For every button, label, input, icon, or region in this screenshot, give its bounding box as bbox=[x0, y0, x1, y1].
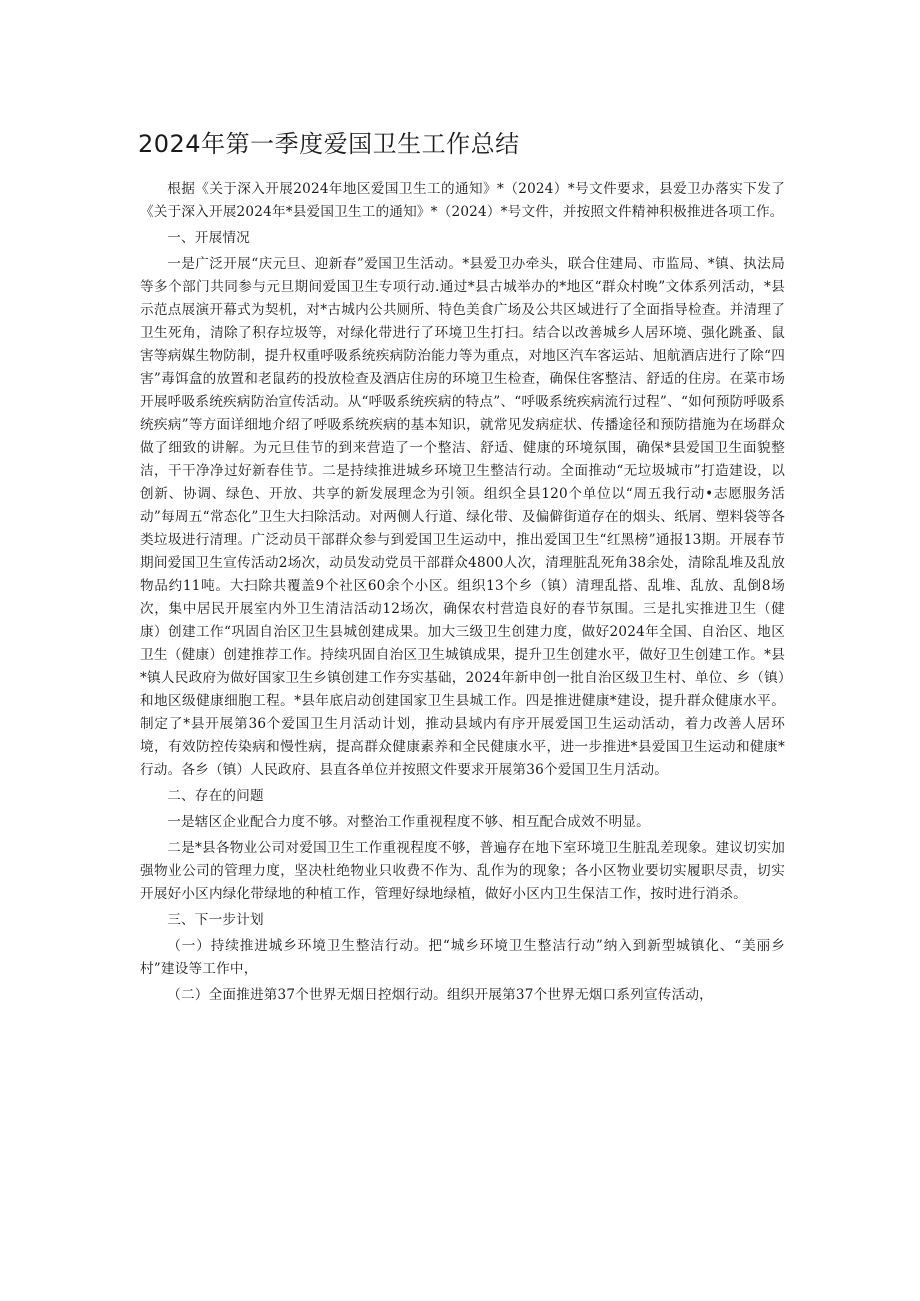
section-heading-1: 一、开展情况 bbox=[167, 230, 250, 246]
intro-paragraph: 根据《关于深入开展2024年地区爱国卫生工的通知》*（2024）*号文件要求，县爱卫办落实下发了《关于深入开展2024年*县爱国卫生工的通知》*（2024）*号文件，并按照文件精神积极推进各项工作。 bbox=[140, 181, 785, 220]
section-1-paragraph: 一是广泛开展“庆元旦、迎新春”爱国卫生活动。*县爱卫办牵头，联合住建局、市监局、*镇、执法局等多个部门共同参与元旦期间爱国卫生专项行动.通过*县古城举办的*地区“群众村晚”文体系列活动，*县示范点展演开幕式为契机，对*古城内公共厕所、特色美食广场及公共区域进行了全面指导检查。并清理了卫生死角，清除了积存垃圾等，对绿化带进行了环境卫生打扫。结合以改善城乡人居环境、强化跳蚤、鼠害等病媒生物防制，提升权重呼吸系统疾病防治能力等为重点，对地区汽车客运站、旭航酒店进行了除“四害”毒饵盒的放置和老鼠药的投放检查及酒店住房的环境卫生检查，确保住客整洁、舒适的住房。在菜市场开展呼吸系统疾病防治宣传活动。从“呼吸系统疾病的特点”、“呼吸系统疾病流行过程”、“如何预防呼吸系统疾病”等方面详细地介绍了呼吸系统疾病的基本知识，就常见发病症状、传播途径和预防措施为在场群众做了细致的讲解。为元旦佳节的到来营造了一个整洁、舒适、健康的环境氛围，确保*县爱国卫生面貌整洁，干干净净过好新春佳节。二是持续推进城乡环境卫生整洁行动。全面推动“无垃圾城市”打造建设，以创新、协调、绿色、开放、共享的新发展理念为引领。组织全县120个单位以“周五我行动•志愿服务活动”每周五“常态化”卫生大扫除活动。对两侧人行道、绿化带、及偏僻街道存在的烟头、纸屑、塑料袋等各类垃圾进行清理。广泛动员干部群众参与到爱国卫生运动中，推出爱国卫生“红黑榜”通报13期。开展春节期间爱国卫生宣传活动2场次，动员发动党员干部群众4800人次，清理脏乱死角38余处，清除乱堆及乱放物品约11吨。大扫除共覆盖9个社区60余个小区。组织13个乡（镇）清理乱搭、乱堆、乱放、乱倒8场次，集中居民开展室内外卫生清洁活动12场次，确保农村营造良好的春节氛围。三是扎实推进卫生（健康）创建工作“巩固自治区卫生县城创建成果。加大三级卫生创建力度，做好2024年全国、自治区、地区卫生（健康）创建推荐工作。持续巩固自治区卫生城镇成果，提升卫生创建水平，做好卫生创建工作。*县*镇人民政府为做好国家卫生乡镇创建工作夯实基础，2024年新申创一批自治区级卫生村、单位、乡（镇）和地区级健康细胞工程。*县年底启动创建国家卫生县城工作。四是推进健康*建设，提升群众健康水平。制定了*县开展第36个爱国卫生月活动计划，推动县域内有序开展爱国卫生运动活动，着力改善人居环境，有效防控传染病和慢性病，提高群众健康素养和全民健康水平，进一步推进*县爱国卫生运动和健康*行动。各乡（镇）人民政府、县直各单位并按照文件要求开展第36个爱国卫生月活动。 bbox=[140, 256, 785, 778]
section-heading-2: 二、存在的问题 bbox=[167, 788, 264, 804]
section-3-paragraph-1: （一）持续推进城乡环境卫生整洁行动。把“城乡环境卫生整洁行动”纳入到新型城镇化、“美丽乡村”建设等工作中， bbox=[140, 938, 785, 977]
document-title: 2024年第一季度爱国卫生工作总结 bbox=[138, 130, 520, 158]
section-2-paragraph-1: 一是辖区企业配合力度不够。对整治工作重视程度不够、相互配合成效不明显。 bbox=[167, 814, 650, 830]
section-3-paragraph-2: （二）全面推进第37个世界无烟日控烟行动。组织开展第37个世界无烟口系列宣传活动， bbox=[167, 987, 713, 1003]
document-body bbox=[140, 178, 785, 1007]
section-heading-3: 三、下一步计划 bbox=[167, 912, 264, 928]
section-2-paragraph-2: 二是*县各物业公司对爱国卫生工作重视程度不够，普遍存在地下室环境卫生脏乱差现象。建议切实加强物业公司的管理力度，坚决杜绝物业只收费不作为、乱作为的现象；各小区物业要切实履职尽责，切实开展好小区内绿化带绿地的种植工作，管理好绿地绿植，做好小区内卫生保洁工作，按时进行消杀。 bbox=[140, 840, 785, 902]
